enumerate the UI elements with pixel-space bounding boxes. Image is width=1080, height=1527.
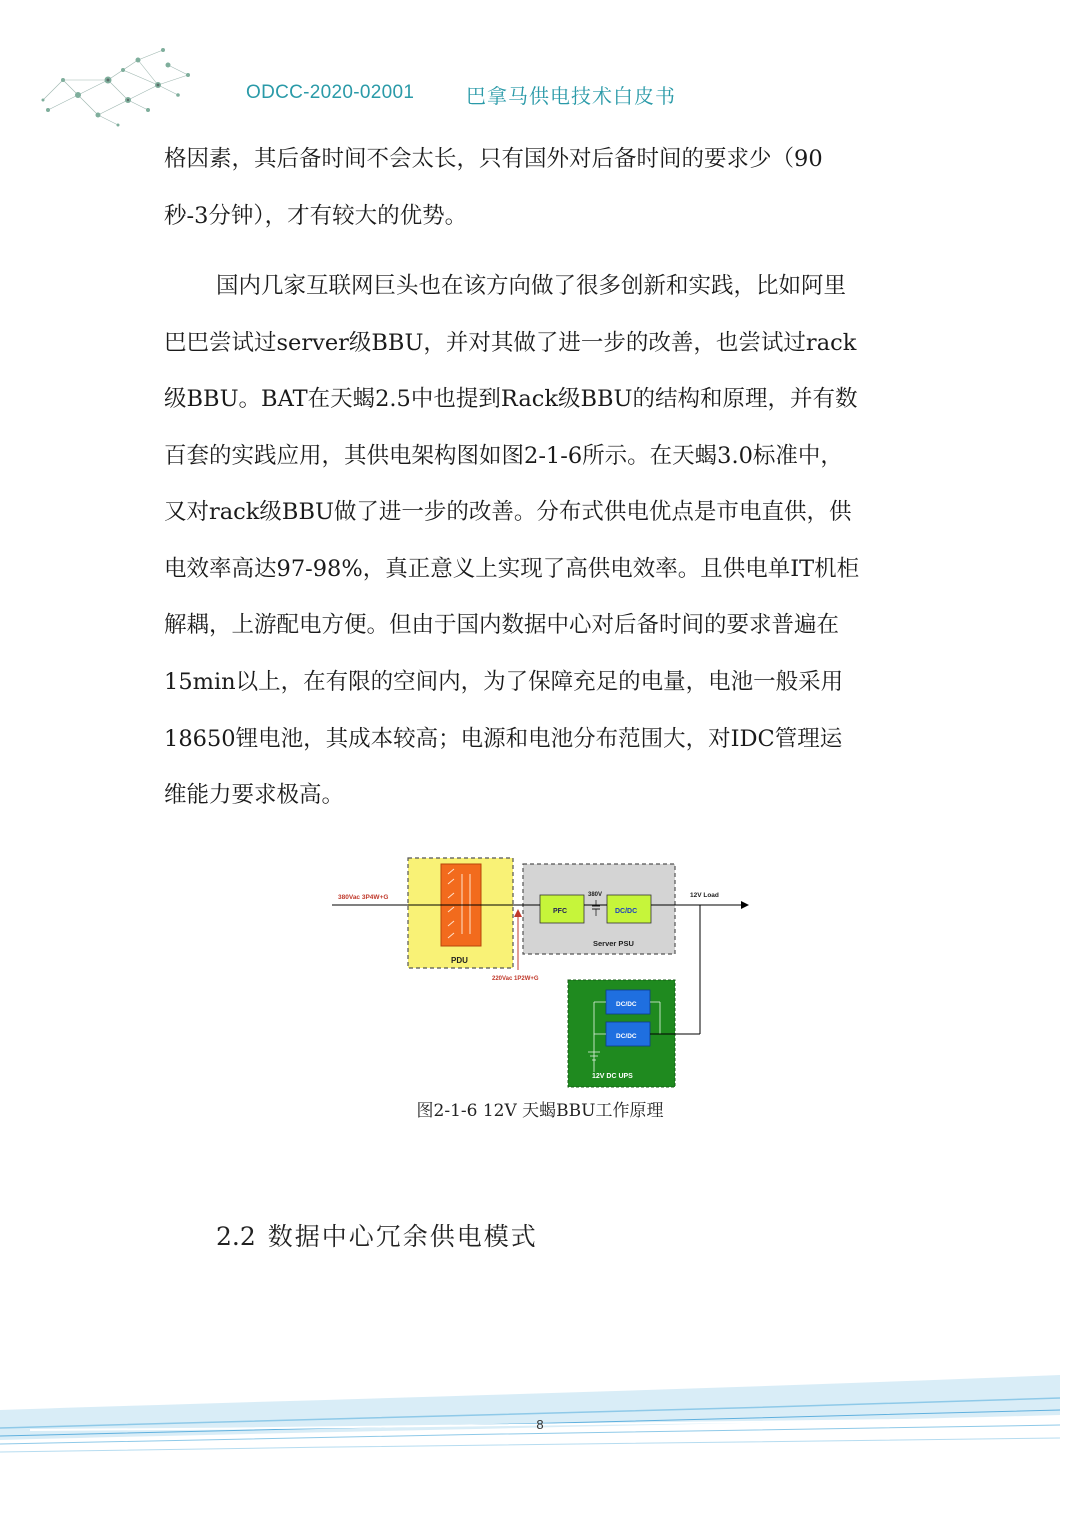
network-logo-icon <box>38 40 208 130</box>
paragraph-line: 维能力要求极高。 <box>164 782 345 808</box>
paragraph-line: 百套的实践应用，其供电架构图如图2-1-6所示。在天蝎3.0标准中， <box>164 443 843 469</box>
page-number: 8 <box>536 1417 544 1432</box>
section-heading <box>216 1217 538 1253</box>
paragraph-line: 级BBU。BAT在天蝎2.5中也提到Rack级BBU的结构和原理，并有数 <box>164 386 858 412</box>
section-title: 数据中心冗余供电模式 <box>267 1222 538 1251</box>
input-label: 380Vac 3P4W+G <box>338 894 389 901</box>
dcdc-label: DC/DC <box>615 908 638 915</box>
section-number: 2.2 <box>216 1222 256 1251</box>
paragraph-line: 又对rack级BBU做了进一步的改善。分布式供电优点是市电直供，供 <box>164 499 852 525</box>
pdu-label: PDU <box>451 956 468 965</box>
load-label: 12V Load <box>690 892 719 899</box>
ups-dcdc-top-label: DC/DC <box>616 1001 637 1008</box>
ups-label: 12V DC UPS <box>592 1073 633 1080</box>
figure-caption: 图2-1-6 12V 天蝎BBU工作原理 <box>416 1101 664 1121</box>
paragraph-line: 格因素，其后备时间不会太长，只有国外对后备时间的要求少（90 <box>164 146 823 172</box>
paragraph-line: 15min以上，在有限的空间内，为了保障充足的电量，电池一般采用 <box>164 669 844 695</box>
branch-label: 220Vac 1P2W+G <box>492 976 539 982</box>
document-code: ODCC-2020-02001 <box>246 82 415 103</box>
paragraph-line: 电效率高达97-98%，真正意义上实现了高供电效率。且供电单IT机柜 <box>164 556 860 582</box>
paragraph-line: 国内几家互联网巨头也在该方向做了很多创新和实践，比如阿里 <box>216 273 847 299</box>
pfc-label: PFC <box>553 908 567 915</box>
server-psu-label: Server PSU <box>593 939 634 948</box>
bus-voltage-label: 380V <box>588 892 603 898</box>
paragraph-line: 18650锂电池，其成本较高；电源和电池分布范围大，对IDC管理运 <box>164 726 843 752</box>
paragraph-line: 解耦，上游配电方便。但由于国内数据中心对后备时间的要求普遍在 <box>164 612 840 638</box>
paragraph-line: 秒-3分钟），才有较大的优势。 <box>164 203 468 229</box>
paragraph-line: 巴巴尝试过server级BBU，并对其做了进一步的改善，也尝试过rack <box>164 330 857 356</box>
ups-dcdc-bottom-label: DC/DC <box>616 1033 637 1040</box>
bbu-diagram <box>330 852 760 1092</box>
document-title: 巴拿马供电技术白皮书 <box>466 84 676 108</box>
